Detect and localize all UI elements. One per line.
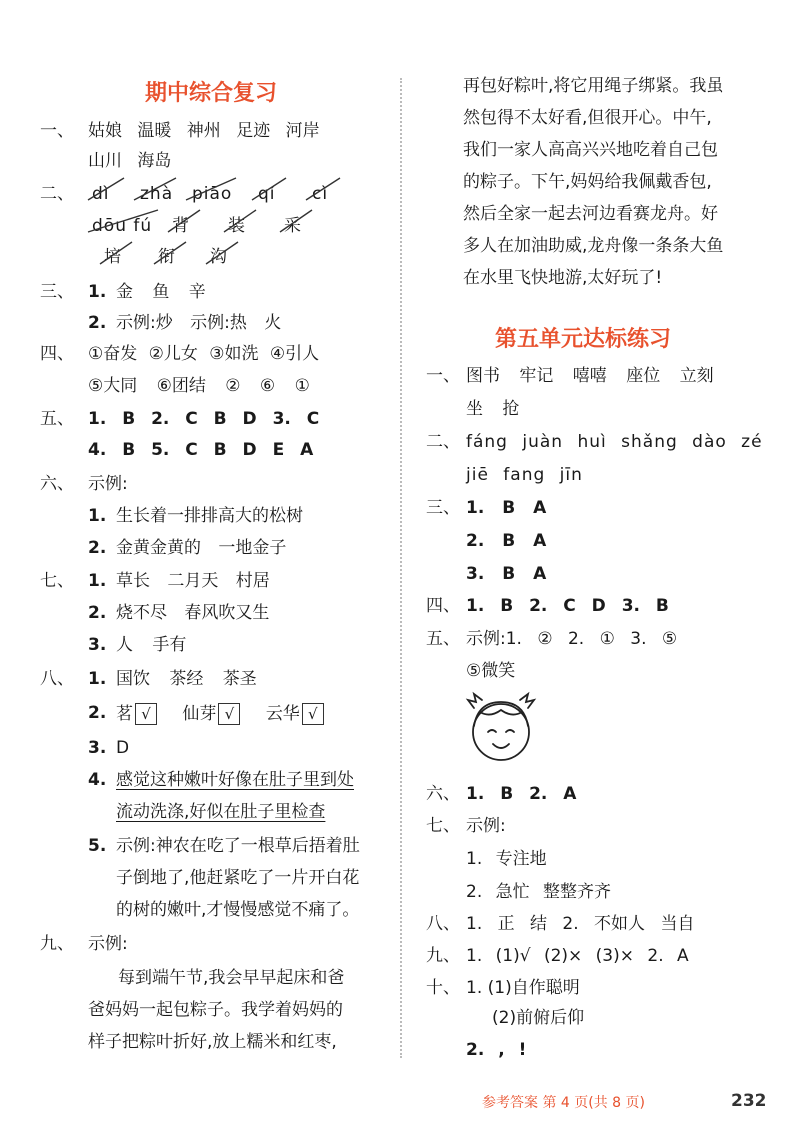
r-s9-line: 1. (1)√ (2)× (3)× 2. A — [466, 946, 689, 966]
s2-w7: 背 — [172, 216, 189, 236]
r-s3-i1: 1. B A — [466, 498, 547, 518]
s8-i4a: 感觉这种嫩叶好像在肚子里到处 — [116, 770, 354, 790]
s8-i3: D — [116, 738, 130, 758]
s8-i5c: 的树的嫩叶,才慢慢感觉不痛了。 — [116, 900, 360, 920]
r-s5-line1: 示例:1. ② 2. ① 3. ⑤ — [466, 629, 678, 649]
r-s10-i1: 1. (1)自作聪明 — [466, 978, 580, 998]
footer-text: 参考答案 第 4 页(共 8 页) — [482, 1095, 645, 1111]
left-title: 期中综合复习 — [145, 81, 278, 106]
s6-label: 示例: — [88, 474, 128, 494]
r-cont-1: 再包好粽叶,将它用绳子绑紧。我虽 — [463, 76, 724, 96]
s4-num: 四、 — [40, 344, 74, 364]
s7-i2-num: 2. — [88, 603, 107, 623]
r-s10-num: 十、 — [426, 978, 460, 998]
s6-i1-num: 1. — [88, 506, 107, 526]
r-s9-num: 九、 — [426, 946, 460, 966]
r-cont-6: 多人在加油助威,龙舟像一条条大鱼 — [463, 236, 724, 256]
r-s5-line2: ⑤微笑 — [466, 661, 516, 681]
s2-w9: 采 — [284, 216, 301, 236]
s8-i4-num: 4. — [88, 770, 107, 790]
s8-checkbox-1: √ — [135, 703, 157, 725]
r-s7-i2: 2. 急忙 整整齐齐 — [466, 882, 612, 902]
smiling-girl-icon — [456, 688, 546, 770]
s2-w1: dì — [92, 184, 110, 204]
s9-p2: 爸妈妈一起包粽子。我学着妈妈的 — [88, 1000, 343, 1020]
s8-i5b: 子倒地了,他赶紧吃了一片开白花 — [116, 868, 360, 888]
s8-checkbox-2: √ — [218, 703, 240, 725]
s2-w4: qí — [258, 184, 276, 204]
r-s7-label: 示例: — [466, 816, 506, 836]
s8-i1: 国饮 茶经 茶圣 — [116, 669, 257, 689]
r-s10-i1b: (2)前俯后仰 — [492, 1008, 585, 1028]
s6-num: 六、 — [40, 474, 74, 494]
s5-line1: 1. B 2. C B D 3. C — [88, 409, 320, 429]
s9-p1: 每到端午节,我会早早起床和爸 — [118, 968, 345, 988]
s2-w8: 装 — [228, 216, 245, 236]
s7-i3-num: 3. — [88, 635, 107, 655]
s4-line2: ⑤大同 ⑥团结 ② ⑥ ① — [88, 376, 310, 396]
r-s2-line2: jiē fang jīn — [466, 465, 583, 485]
s2-num: 二、 — [40, 184, 74, 204]
s8-checkbox-3: √ — [302, 703, 324, 725]
r-cont-5: 然后全家一起去河边看赛龙舟。好 — [463, 204, 718, 224]
s9-num: 九、 — [40, 934, 74, 954]
r-s7-i1: 1. 专注地 — [466, 849, 547, 869]
r-s3-i2: 2. B A — [466, 531, 547, 551]
s8-i5a: 示例:神农在吃了一根草后捂着肚 — [116, 836, 360, 856]
s5-line2: 4. B 5. C B D E A — [88, 440, 314, 460]
s8-i2 — [116, 703, 324, 725]
r-s3-i3: 3. B A — [466, 564, 547, 584]
right-title: 第五单元达标练习 — [495, 327, 672, 352]
s1-line1: 姑娘 温暖 神州 足迹 河岸 — [88, 121, 320, 141]
r-s6-num: 六、 — [426, 784, 460, 804]
r-s5-num: 五、 — [426, 629, 460, 649]
r-s1-num: 一、 — [426, 366, 460, 386]
s7-i1-num: 1. — [88, 571, 107, 591]
page-number: 232 — [731, 1091, 767, 1111]
s8-opt-xianya: 仙芽 — [182, 704, 217, 724]
s1-num: 一、 — [40, 121, 74, 141]
s2-w10: 培 — [104, 247, 121, 267]
s9-p3: 样子把粽叶折好,放上糯米和红枣, — [88, 1032, 337, 1052]
s3-i1: 金 鱼 辛 — [116, 282, 206, 302]
s8-i1-num: 1. — [88, 669, 107, 689]
r-s2-line1: fáng juàn huì shǎng dào zé — [466, 432, 763, 452]
s2-w3: piāo — [192, 184, 233, 204]
r-s1-line2: 坐 抢 — [466, 399, 520, 419]
r-cont-2: 然包得不太好看,但很开心。中午, — [463, 108, 712, 128]
r-s10-i2: 2. , ! — [466, 1040, 527, 1060]
s1-line2: 山川 海岛 — [88, 151, 172, 171]
r-s6-line: 1. B 2. A — [466, 784, 577, 804]
s6-i2: 金黄金黄的 一地金子 — [116, 538, 287, 558]
s2-w11: 衔 — [158, 247, 175, 267]
s2-w6: dōu fú — [92, 216, 153, 236]
s8-num: 八、 — [40, 669, 74, 689]
r-s4-num: 四、 — [426, 596, 460, 616]
r-cont-7: 在水里飞快地游,太好玩了! — [463, 268, 663, 288]
r-s4-line: 1. B 2. C D 3. B — [466, 596, 669, 616]
s9-label: 示例: — [88, 934, 128, 954]
s7-i3: 人 手有 — [116, 635, 187, 655]
s3-i2-num: 2. — [88, 313, 107, 333]
s3-i1-num: 1. — [88, 282, 107, 302]
s3-i2: 示例:炒 示例:热 火 — [116, 313, 282, 333]
r-s7-num: 七、 — [426, 816, 460, 836]
s8-i4b: 流动洗涤,好似在肚子里检查 — [116, 802, 326, 822]
s6-i1: 生长着一排排高大的松树 — [116, 506, 303, 526]
s8-i2-num: 2. — [88, 703, 107, 723]
r-cont-3: 我们一家人高高兴兴地吃着自己包 — [463, 140, 718, 160]
r-s1-line1: 图书 牢记 嘻嘻 座位 立刻 — [466, 366, 714, 386]
r-s2-num: 二、 — [426, 432, 460, 452]
s4-line1: ①奋发 ②儿女 ③如洗 ④引人 — [88, 344, 320, 364]
r-s8-line: 1. 正 结 2. 不如人 当自 — [466, 914, 695, 934]
r-s8-num: 八、 — [426, 914, 460, 934]
s5-num: 五、 — [40, 409, 74, 429]
r-cont-4: 的粽子。下午,妈妈给我佩戴香包, — [463, 172, 712, 192]
r-s3-num: 三、 — [426, 498, 460, 518]
s6-i2-num: 2. — [88, 538, 107, 558]
s2-w12: 沟 — [210, 247, 227, 267]
s7-i1: 草长 二月天 村居 — [116, 571, 270, 591]
s8-i5-num: 5. — [88, 836, 107, 856]
s8-opt-yunhua: 云华 — [265, 704, 300, 724]
s7-i2: 烧不尽 春风吹又生 — [116, 603, 270, 623]
s8-opt-ming: 茗 — [116, 704, 133, 724]
s7-num: 七、 — [40, 571, 74, 591]
s3-num: 三、 — [40, 282, 74, 302]
s2-w2: zhà — [140, 184, 174, 204]
s8-i3-num: 3. — [88, 738, 107, 758]
s2-w5: cì — [312, 184, 329, 204]
